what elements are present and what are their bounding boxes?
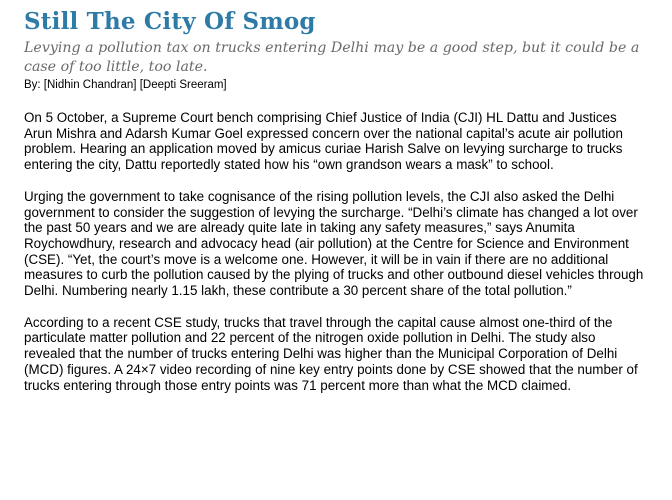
paragraph: Urging the government to take cognisance of the rising pollution levels, the CJI also asked the Delhi government to consider the suggestion of levying the surcharge. “Delhi’s climate has changed a lot over the past 50 years and we are already quite late in taking any safety measures,” says Anumita Roychowdhury, research and advocacy head (air pollution) at the Centre for Science and Environment (CSE). “Yet, the court’s move is a welcome one. However, it will be in vain if there are no additional measures to curb the pollution caused by the plying of trucks and other outbound diesel vehicles through Delhi. Numbering nearly 1.15 lakh, these contribute a 30 percent share of the total pollution.” xyxy=(24,188,644,299)
paragraph: On 5 October, a Supreme Court bench comprising Chief Justice of India (CJI) HL Dattu and Justices Arun Mishra and Adarsh Kumar Goel expressed concern over the national capital’s acute air pollution problem. Hearing an application moved by amicus curiae Harish Salve on levying surcharge to trucks entering the city, Dattu reportedly stated how his “own grandson wears a mask” to school. xyxy=(24,110,623,173)
article-title: Still The City Of Smog xyxy=(24,8,316,35)
article xyxy=(24,7,664,409)
article-byline: By: [Nidhin Chandran] [Deepti Sreeram] xyxy=(24,79,227,91)
paragraph: According to a recent CSE study, trucks that travel through the capital cause almost one-third of the particulate matter pollution and 22 percent of the nitrogen oxide pollution in Delhi. The study also revealed that the number of trucks entering Delhi was higher than the Municipal Corporation of Delhi (MCD) figures. A 24×7 video recording of nine key entry points done by CSE showed that the number of trucks entering through those entry points was 71 percent more than what the MCD claimed. xyxy=(24,314,638,393)
article-body xyxy=(24,110,664,393)
article-subtitle: Levying a pollution tax on trucks entering Delhi may be a good step, but it could be a case of too little, too late. xyxy=(24,40,640,75)
